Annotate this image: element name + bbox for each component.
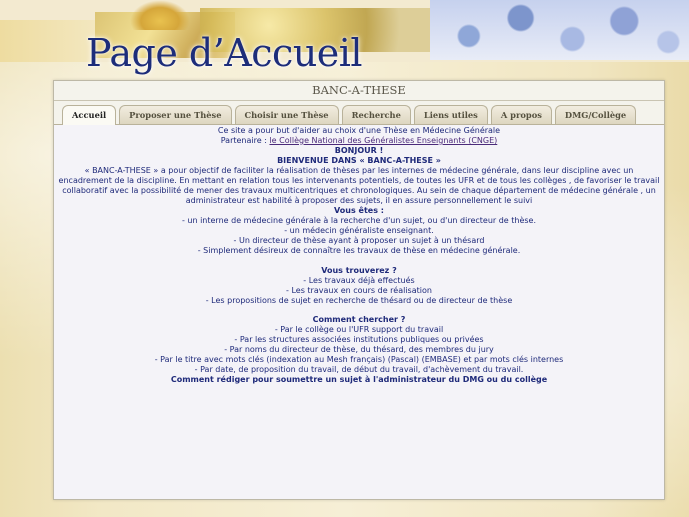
tab-accueil[interactable]: Accueil: [62, 105, 116, 125]
tab-bar: [54, 101, 664, 125]
list-item: - Par noms du directeur de thèse, du thésard, des membres du jury: [224, 345, 494, 354]
section-title-vous-trouverez: Vous trouverez ?: [321, 266, 397, 275]
tab-recherche[interactable]: Recherche: [342, 105, 411, 124]
partner-line: [56, 136, 662, 146]
partner-label: Partenaire :: [220, 136, 270, 145]
list-item: - Simplement désireux de connaître les travaux de thèse en médecine générale.: [197, 246, 521, 255]
section-title-comment-chercher: Comment chercher ?: [312, 315, 406, 324]
list-item: - Les propositions de sujet en recherche de thésard ou de directeur de thèse: [205, 296, 513, 305]
list-item: - un interne de médecine générale à la recherche d'un sujet, ou d'un directeur de thèse.: [181, 216, 537, 225]
list-item: - Par le collège ou l'UFR support du travail: [274, 325, 444, 334]
tab-proposer-une-these[interactable]: Proposer une Thèse: [119, 105, 231, 124]
slide-title: Page d’Accueil: [86, 31, 363, 75]
submit-subject-link[interactable]: Comment rédiger pour soumettre un sujet à l'administrateur du DMG ou du collège: [170, 375, 548, 384]
tab-a-propos[interactable]: A propos: [491, 105, 552, 124]
site-window: [53, 80, 665, 500]
description-paragraph: « BANC-A-THESE » a pour objectif de faciliter la réalisation de thèses par les internes de médecine générale, dans leur discipline avec un encadrement de la discipline. En mettant en relation tous les intervenants potentiels, de toutes les UFR et de tous les collèges , de favoriser le travail collaboratif avec la possibilité de mener des travaux multicentriques et chronologiques. Au sein de chaque département de médecine générale , un administrateur est habilité à proposer des sujets, il en assure personnellement le suivi: [58, 166, 660, 205]
main-content: [54, 125, 664, 385]
tab-liens-utiles[interactable]: Liens utiles: [414, 105, 488, 124]
tab-choisir-une-these[interactable]: Choisir une Thèse: [235, 105, 339, 124]
partner-link[interactable]: le Collège National des Généralistes Enseignants (CNGE): [269, 136, 498, 145]
list-item: - Par date, de proposition du travail, de début du travail, d'achèvement du travail.: [194, 365, 524, 374]
list-item: - Les travaux déjà effectués: [303, 276, 415, 285]
list-item: - Un directeur de thèse ayant à proposer un sujet à un thésard: [233, 236, 485, 245]
greeting-heading: BONJOUR !: [334, 146, 384, 155]
welcome-heading: BIENVENUE DANS « BANC-A-THESE »: [277, 156, 441, 165]
intro-text: Ce site a pour but d'aider au choix d'une Thèse en Médecine Générale: [217, 126, 501, 135]
list-item: - Les travaux en cours de réalisation: [286, 286, 432, 295]
tab-dmg-college[interactable]: DMG/Collège: [555, 105, 636, 124]
list-item: - un médecin généraliste enseignant.: [284, 226, 434, 235]
list-item: - Par le titre avec mots clés (indexation au Mesh français) (Pascal) (EMBASE) et par mots clés internes: [154, 355, 564, 364]
section-title-vous-etes: Vous êtes :: [334, 206, 384, 215]
site-title: BANC-A-THESE: [54, 81, 664, 101]
list-item: - Par les structures associées institutions publiques ou privées: [234, 335, 484, 344]
